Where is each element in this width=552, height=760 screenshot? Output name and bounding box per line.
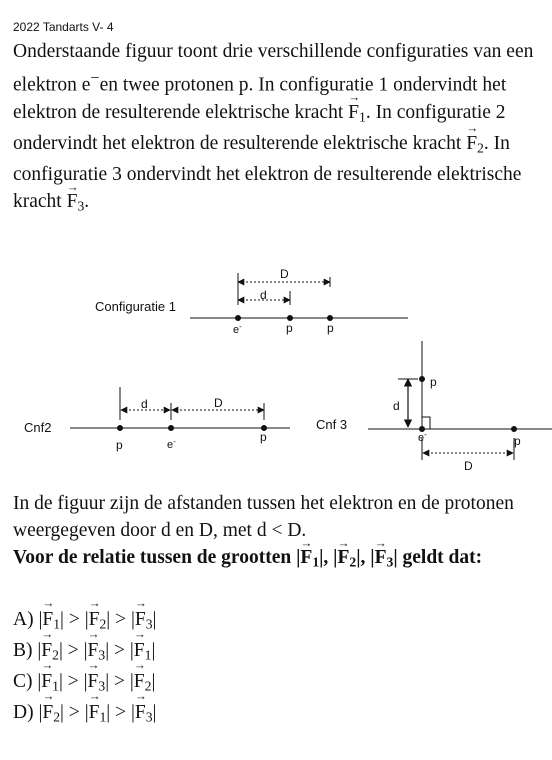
- question-text: Onderstaande figuur toont drie verschillende configuraties van een elektron e−en twee protonen p. In configuratie 1 ondervindt het elektron de resulterende elektrische kracht → $F_1$. In configuratie 2 ondervindt het elektron de resulterende elektrische kracht → $F_2$. In configuratie 3 ondervindt het elektron de resulterende elektrische kracht → $F_3$.: [13, 38, 543, 220]
- option-a[interactable]: A) |→ $F_1|$ > |→ $F_2|$ > |→ $F_3|$: [13, 604, 156, 635]
- cnf2-proton-left: [117, 425, 123, 431]
- svg-text:D: D: [280, 267, 289, 281]
- svg-text:e-: e-: [233, 322, 242, 336]
- svg-text:p: p: [116, 438, 123, 452]
- svg-text:e-: e-: [418, 430, 427, 444]
- configuration-figure: [0, 255, 552, 490]
- cnf2-label: Cnf2: [24, 420, 52, 435]
- exam-header: 2022 Tandarts V- 4: [13, 20, 114, 34]
- svg-text:D: D: [464, 459, 473, 473]
- cnf2-electron: [168, 425, 174, 431]
- question-prompt: Voor de relatie tussen de grootten |→ $F_1|$, |→ $F_2|$, |→ $F_3|$ geldt dat:: [13, 544, 548, 575]
- svg-text:p: p: [260, 430, 267, 444]
- option-c[interactable]: C) |→ $F_1|$ > |→ $F_3|$ > |→ $F_2|$: [13, 666, 156, 697]
- svg-text:D: D: [214, 396, 223, 410]
- distance-sentence: In de figuur zijn de afstanden tussen het elektron en de protonen weergegeven door d en D, met d < D.: [13, 493, 514, 541]
- svg-text:p: p: [514, 434, 521, 448]
- force-vector-F2: → F: [466, 130, 477, 157]
- svg-text:p: p: [430, 375, 437, 389]
- option-d[interactable]: D) |→ $F_2|$ > |→ $F_1|$ > |→ $F_3|$: [13, 697, 156, 728]
- cnf3-proton-top: [419, 376, 425, 382]
- answer-options: [13, 604, 156, 728]
- config1-label: Configuratie 1: [95, 299, 176, 314]
- figure-svg: [0, 255, 552, 490]
- question-body: [13, 490, 548, 575]
- svg-text:d: d: [141, 397, 148, 411]
- force-vector-F1: → F: [348, 99, 359, 126]
- svg-text:p: p: [286, 321, 293, 335]
- cnf3-proton-right: [511, 426, 517, 432]
- cnf3-label: Cnf 3: [316, 417, 348, 432]
- svg-text:d: d: [393, 399, 400, 413]
- svg-text:e-: e-: [167, 437, 176, 451]
- svg-text:d: d: [260, 288, 267, 302]
- force-vector-F3: → F: [67, 188, 78, 215]
- option-b[interactable]: B) |→ $F_2|$ > |→ $F_3|$ > |→ $F_1|$: [13, 635, 156, 666]
- svg-text:p: p: [327, 321, 334, 335]
- config1-electron: [235, 315, 241, 321]
